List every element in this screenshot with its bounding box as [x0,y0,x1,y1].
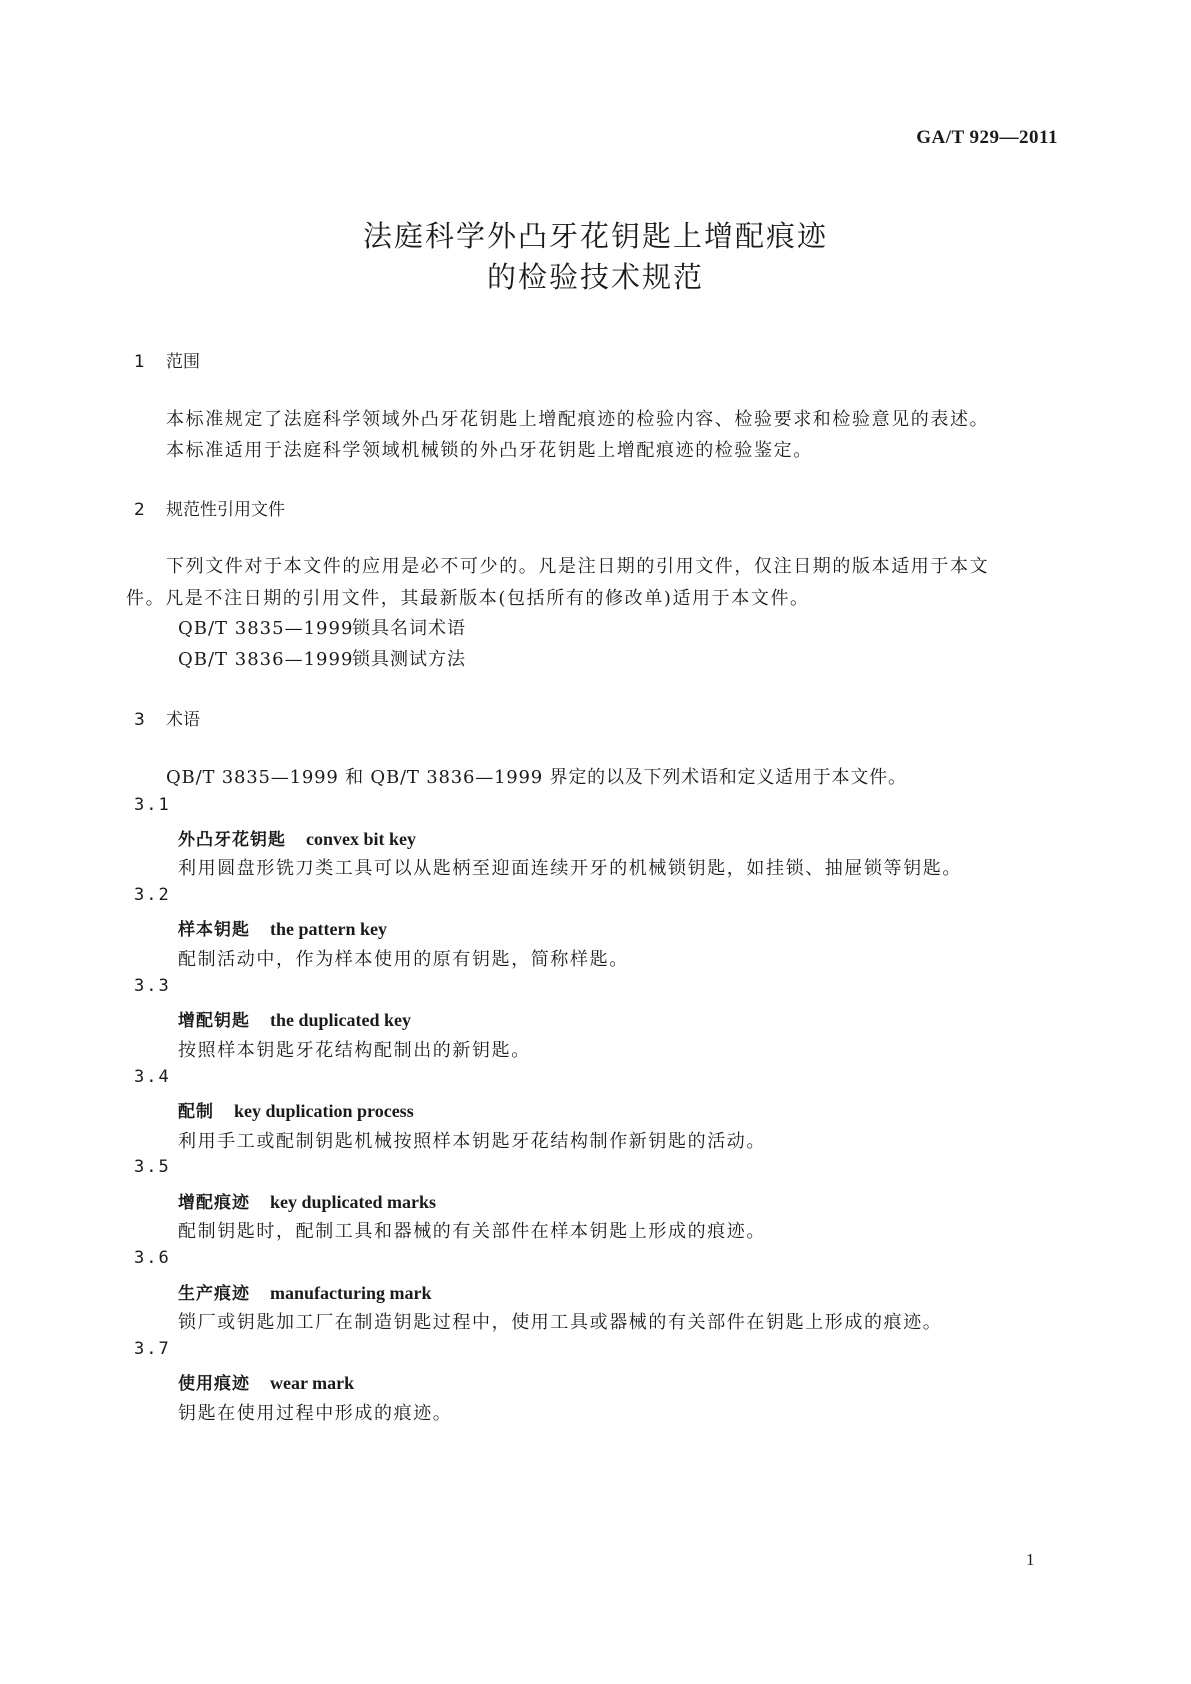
normative-paragraph-line1: 下列文件对于本文件的应用是必不可少的。凡是注日期的引用文件，仅注日期的版本适用于本文 [166,556,990,577]
term-heading [178,825,416,850]
term-zh: 样本钥匙 [178,920,250,940]
term-heading [178,1097,414,1122]
term-zh: 增配痕迹 [178,1193,250,1213]
page-number: 1 [1026,1550,1035,1569]
term-heading [178,1188,436,1213]
section-heading-normative [134,495,285,520]
reference-title: 锁具名词术语 [352,618,466,639]
reference-item [178,645,466,671]
term-zh: 生产痕迹 [178,1284,250,1304]
term-zh: 外凸牙花钥匙 [178,830,286,850]
section-title: 规范性引用文件 [166,500,285,520]
term-definition: 配制钥匙时，配制工具和器械的有关部件在样本钥匙上形成的痕迹。 [178,1221,766,1242]
reference-code: QB/T 3835—1999 [178,618,354,639]
term-number: 3.1 [134,795,171,815]
term-zh: 增配钥匙 [178,1011,250,1031]
standard-number: GA/T 929—2011 [916,127,1058,148]
term-en: key duplication process [234,1101,414,1121]
section-title: 术语 [166,710,200,730]
term-heading [178,1369,354,1394]
term-definition: 锁厂或钥匙加工厂在制造钥匙过程中，使用工具或器械的有关部件在钥匙上形成的痕迹。 [178,1312,943,1333]
term-en: key duplicated marks [270,1192,437,1212]
section-number: 2 [134,500,145,520]
term-en: the pattern key [270,919,387,939]
term-en: the duplicated key [270,1010,412,1030]
term-number: 3.3 [134,976,171,996]
term-heading [178,1279,432,1304]
section-heading-terms [134,705,200,730]
term-number: 3.5 [134,1157,171,1177]
normative-paragraph-line2: 件。凡是不注日期的引用文件，其最新版本(包括所有的修改单)适用于本文件。 [126,588,810,609]
term-definition: 钥匙在使用过程中形成的痕迹。 [178,1403,453,1424]
reference-code: QB/T 3836—1999 [178,649,354,670]
term-heading [178,1006,411,1031]
doc-title-line2: 的检验技术规范 [486,260,704,294]
reference-title: 锁具测试方法 [352,649,466,670]
section-number: 1 [134,352,145,372]
term-definition: 按照样本钥匙牙花结构配制出的新钥匙。 [178,1040,531,1061]
term-number: 3.4 [134,1067,171,1087]
term-number: 3.2 [134,885,171,905]
term-definition: 利用手工或配制钥匙机械按照样本钥匙牙花结构制作新钥匙的活动。 [178,1131,766,1152]
terms-intro: QB/T 3835—1999 和 QB/T 3836—1999 界定的以及下列术语和定义适用于本文件。 [166,767,907,788]
reference-item [178,614,466,640]
term-number: 3.7 [134,1339,171,1359]
term-en: wear mark [270,1373,355,1393]
term-definition: 配制活动中，作为样本使用的原有钥匙，简称样匙。 [178,949,629,970]
term-zh: 配制 [178,1102,214,1122]
doc-title-line1: 法庭科学外凸牙花钥匙上增配痕迹 [362,219,828,253]
term-number: 3.6 [134,1248,171,1268]
section-heading-scope [134,347,200,372]
scope-paragraph-1: 本标准规定了法庭科学领域外凸牙花钥匙上增配痕迹的检验内容、检验要求和检验意见的表述。 [166,409,990,430]
scope-paragraph-2: 本标准适用于法庭科学领域机械锁的外凸牙花钥匙上增配痕迹的检验鉴定。 [166,440,813,461]
section-number: 3 [134,710,145,730]
term-zh: 使用痕迹 [178,1374,250,1394]
term-en: manufacturing mark [270,1283,432,1303]
term-heading [178,915,387,940]
term-en: convex bit key [306,829,416,849]
term-definition: 利用圆盘形铣刀类工具可以从匙柄至迎面连续开牙的机械锁钥匙，如挂锁、抽屉锁等钥匙。 [178,858,962,879]
section-title: 范围 [166,352,200,372]
